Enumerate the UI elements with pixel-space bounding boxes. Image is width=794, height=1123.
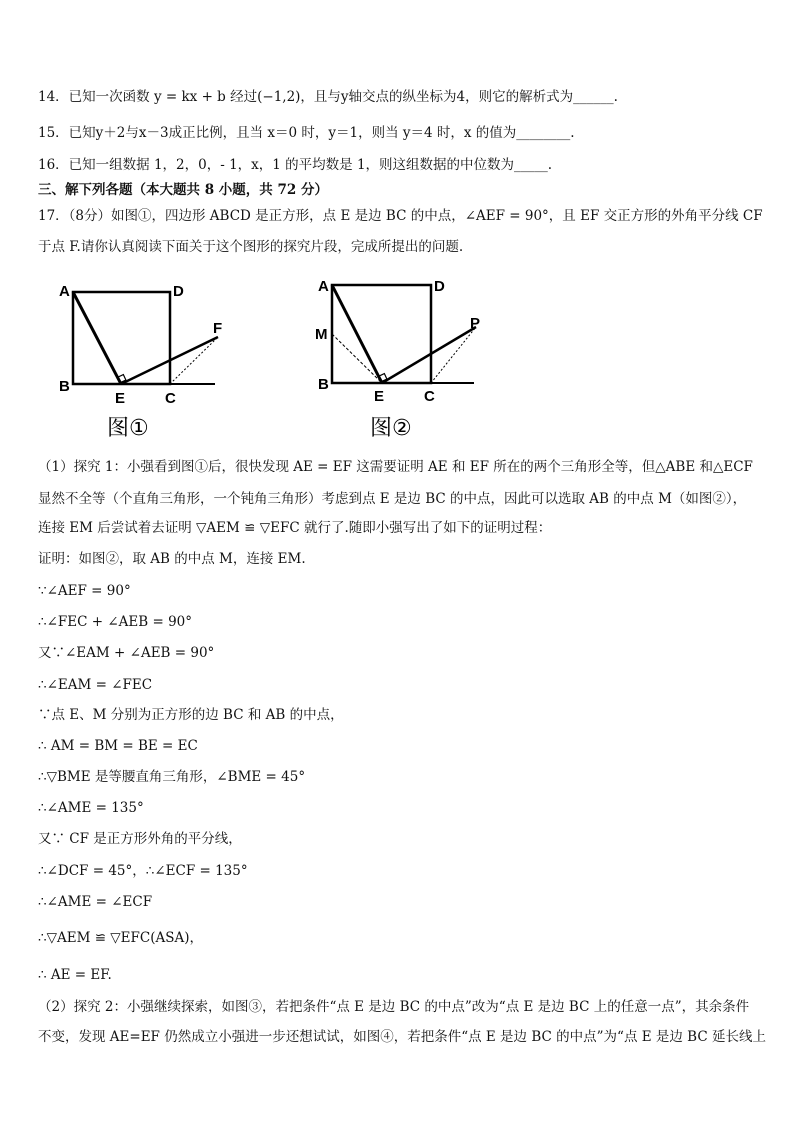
proof-line-7: ∴▽BME 是等腰直角三角形，∠BME = 45°	[38, 769, 306, 785]
figure-1	[55, 275, 235, 445]
label-f: F	[213, 320, 223, 337]
segment-me	[332, 334, 382, 383]
paragraph-4: （2）探究 2：小强继续探索，如图③，若把条件“点 E 是边 BC 的中点”改为“点 E 是边 BC 上的任意一点”，其余条件	[38, 999, 750, 1015]
section-heading: 三、解下列各题（本大题共 8 小题，共 72 分）	[38, 182, 328, 198]
proof-line-12: ∴▽AEM ≌ ▽EFC(ASA)，	[38, 930, 204, 946]
label-m: M	[315, 326, 328, 343]
proof-line-13: ∴ AE = EF.	[38, 967, 112, 983]
proof-line-6: ∴ AM = BM = BE = EC	[38, 738, 198, 754]
paragraph-2: 显然不全等（个直角三角形，一个钝角三角形）考虑到点 E 是边 BC 的中点，因此可以选取 AB 的中点 M（如图②），	[38, 491, 747, 507]
question-17-line2: 于点 F.请你认真阅读下面关于这个图形的探究片段，完成所提出的问题.	[38, 239, 464, 255]
segment-cf	[170, 337, 218, 384]
proof-line-8: ∴∠AME = 135°	[38, 800, 144, 816]
proof-line-2: ∴∠FEC + ∠AEB = 90°	[38, 614, 193, 630]
label-e: E	[115, 390, 126, 407]
proof-line-4: ∴∠EAM = ∠FEC	[38, 677, 153, 693]
question-16: 16．已知一组数据 1，2，0，- 1，x，1 的平均数是 1，则这组数据的中位数为_____.	[38, 157, 553, 173]
square-abcd	[332, 285, 431, 383]
caption-fig2: 图②	[370, 415, 412, 440]
label-p: P	[470, 315, 481, 332]
paragraph-1: （1）探究 1：小强看到图①后，很快发现 AE = EF 这需要证明 AE 和 EF 所在的两个三角形全等，但△ABE 和△ECF	[38, 459, 753, 475]
label-a: A	[318, 278, 329, 295]
label-e: E	[374, 388, 385, 405]
question-17-line1: 17．（8分）如图①，四边形 ABCD 是正方形，点 E 是边 BC 的中点，∠AEF = 90°，且 EF 交正方形的外角平分线 CF	[38, 208, 763, 224]
segment-cp	[431, 327, 476, 383]
label-c: C	[165, 390, 176, 407]
figure-2	[310, 275, 490, 445]
question-15: 15．已知y＋2与x－3成正比例，且当 x＝0 时，y＝1，则当 y＝4 时，x 的值为________.	[38, 125, 575, 141]
label-d: D	[173, 283, 184, 300]
question-14: 14．已知一次函数 y = kx + b 经过(−1,2)，且与y轴交点的纵坐标为4，则它的解析式为______.	[38, 89, 618, 105]
proof-line-9: 又∵ CF 是正方形外角的平分线，	[38, 831, 242, 847]
proof-line-3: 又∵∠EAM + ∠AEB = 90°	[38, 645, 215, 661]
segment-ae	[73, 292, 121, 384]
paragraph-5: 不变，发现 AE=EF 仍然成立小强进一步还想试试，如图④，若把条件“点 E 是边 BC 的中点”为“点 E 是边 BC 延长线上	[38, 1029, 766, 1045]
label-b: B	[318, 376, 329, 393]
square-abcd	[73, 292, 170, 384]
label-b: B	[59, 378, 70, 395]
paragraph-3: 连接 EM 后尝试着去证明 ▽AEM ≌ ▽EFC 就行了.随即小强写出了如下的证明过程：	[38, 520, 552, 536]
proof-line-0: 证明：如图②，取 AB 的中点 M，连接 EM.	[38, 551, 306, 567]
label-d: D	[434, 278, 445, 295]
proof-line-10: ∴∠DCF = 45°，∴∠ECF = 135°	[38, 863, 248, 879]
segment-ep	[382, 327, 476, 383]
proof-line-11: ∴∠AME = ∠ECF	[38, 894, 153, 910]
label-c: C	[424, 388, 435, 405]
segment-ae	[332, 285, 382, 383]
proof-line-1: ∵∠AEF = 90°	[38, 583, 131, 599]
caption-fig1: 图①	[107, 415, 149, 440]
proof-line-5: ∵点 E、M 分别为正方形的边 BC 和 AB 的中点，	[38, 707, 344, 723]
label-a: A	[59, 283, 70, 300]
